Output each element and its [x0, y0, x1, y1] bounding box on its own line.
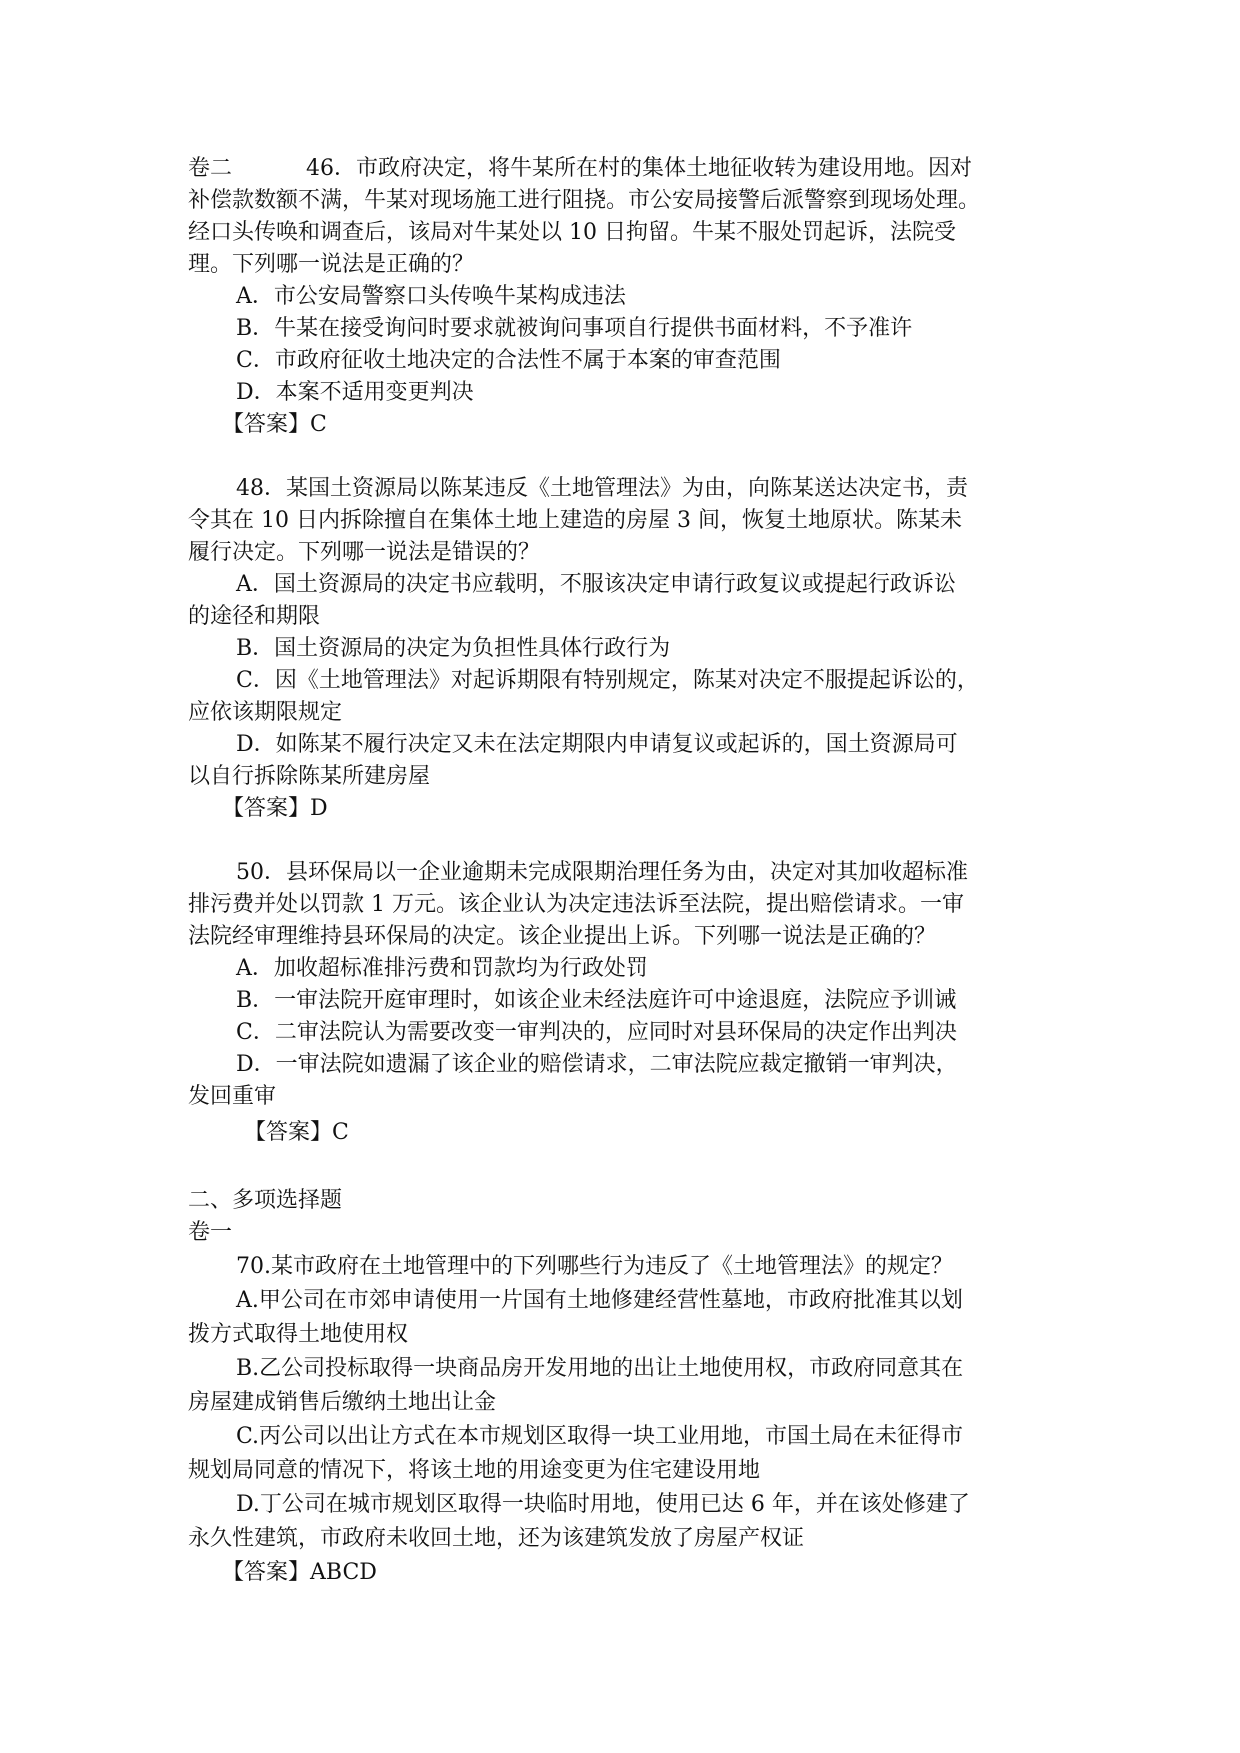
question-46-line-4: 理。下列哪一说法是正确的？	[188, 252, 475, 277]
question-46-line-3: 经口头传唤和调查后，该局对牛某处以 10 日拘留。牛某不服处罚起诉，法院受	[188, 220, 956, 245]
option-a-cont: 的途径和期限	[188, 604, 321, 629]
question-50-line-1: 50．县环保局以一企业逾期未完成限期治理任务为由，决定对其加收超标准	[236, 860, 968, 885]
option-a: A.甲公司在市郊申请使用一片国有土地修建经营性墓地，市政府批准其以划	[236, 1288, 963, 1313]
question-48-line-3: 履行决定。下列哪一说法是错误的？	[188, 540, 541, 565]
option-d: D.丁公司在城市规划区取得一块临时用地，使用已达 6 年，并在该处修建了	[236, 1492, 970, 1517]
option-a-cont: 拨方式取得土地使用权	[188, 1322, 409, 1347]
option-c: C．市政府征收土地决定的合法性不属于本案的审查范围	[236, 348, 781, 373]
question-50-line-2: 排污费并处以罚款 1 万元。该企业认为决定违法诉至法院，提出赔偿请求。一审	[188, 892, 964, 917]
answer: 【答案】C	[222, 412, 327, 437]
answer: 【答案】D	[222, 796, 328, 821]
question-70-line-1: 70.某市政府在土地管理中的下列哪些行为违反了《土地管理法》的规定？	[236, 1254, 953, 1279]
option-b: B.乙公司投标取得一块商品房开发用地的出让土地使用权，市政府同意其在	[236, 1356, 964, 1381]
juan-label: 卷一	[188, 1220, 233, 1245]
option-d: D．本案不适用变更判决	[236, 380, 474, 405]
answer: 【答案】C	[244, 1120, 349, 1145]
option-c: C．二审法院认为需要改变一审判决的，应同时对县环保局的决定作出判决	[236, 1020, 957, 1045]
juan-label: 卷二	[188, 156, 233, 181]
option-d-cont: 发回重审	[188, 1084, 277, 1109]
section-heading: 二、多项选择题	[188, 1188, 343, 1213]
question-48-line-1: 48．某国土资源局以陈某违反《土地管理法》为由，向陈某送达决定书，责	[236, 476, 968, 501]
question-text: 46．市政府决定，将牛某所在村的集体土地征收转为建设用地。因对	[306, 156, 972, 181]
option-d-cont: 以自行拆除陈某所建房屋	[188, 764, 431, 789]
option-b: B．一审法院开庭审理时，如该企业未经法庭许可中途退庭，法院应予训诫	[236, 988, 957, 1013]
option-b: B．国土资源局的决定为负担性具体行政行为	[236, 636, 671, 661]
option-a: A．加收超标准排污费和罚款均为行政处罚	[236, 956, 648, 981]
option-b-cont: 房屋建成销售后缴纳土地出让金	[188, 1390, 497, 1415]
option-d: D．一审法院如遗漏了该企业的赔偿请求，二审法院应裁定撤销一审判决，	[236, 1052, 958, 1077]
question-50-line-3: 法院经审理维持县环保局的决定。该企业提出上诉。下列哪一说法是正确的？	[188, 924, 937, 949]
option-c: C．因《土地管理法》对起诉期限有特别规定，陈某对决定不服提起诉讼的，	[236, 668, 979, 693]
option-c: C.丙公司以出让方式在本市规划区取得一块工业用地，市国土局在未征得市	[236, 1424, 964, 1449]
question-46-line-1	[188, 153, 972, 185]
option-b: B．牛某在接受询问时要求就被询问事项自行提供书面材料，不予准许	[236, 316, 913, 341]
option-d-cont: 永久性建筑，市政府未收回土地，还为该建筑发放了房屋产权证	[188, 1526, 805, 1551]
option-c-cont: 规划局同意的情况下，将该土地的用途变更为住宅建设用地	[188, 1458, 761, 1483]
option-d: D．如陈某不履行决定又未在法定期限内申请复议或起诉的，国土资源局可	[236, 732, 958, 757]
option-a: A．国土资源局的决定书应载明，不服该决定申请行政复议或提起行政诉讼	[236, 572, 956, 597]
option-a: A．市公安局警察口头传唤牛某构成违法	[236, 284, 626, 309]
option-c-cont: 应依该期限规定	[188, 700, 343, 725]
answer: 【答案】ABCD	[222, 1560, 377, 1585]
question-48-line-2: 令其在 10 日内拆除擅自在集体土地上建造的房屋 3 间，恢复土地原状。陈某未	[188, 508, 962, 533]
question-46-line-2: 补偿款数额不满，牛某对现场施工进行阻挠。市公安局接警后派警察到现场处理。	[188, 188, 981, 213]
